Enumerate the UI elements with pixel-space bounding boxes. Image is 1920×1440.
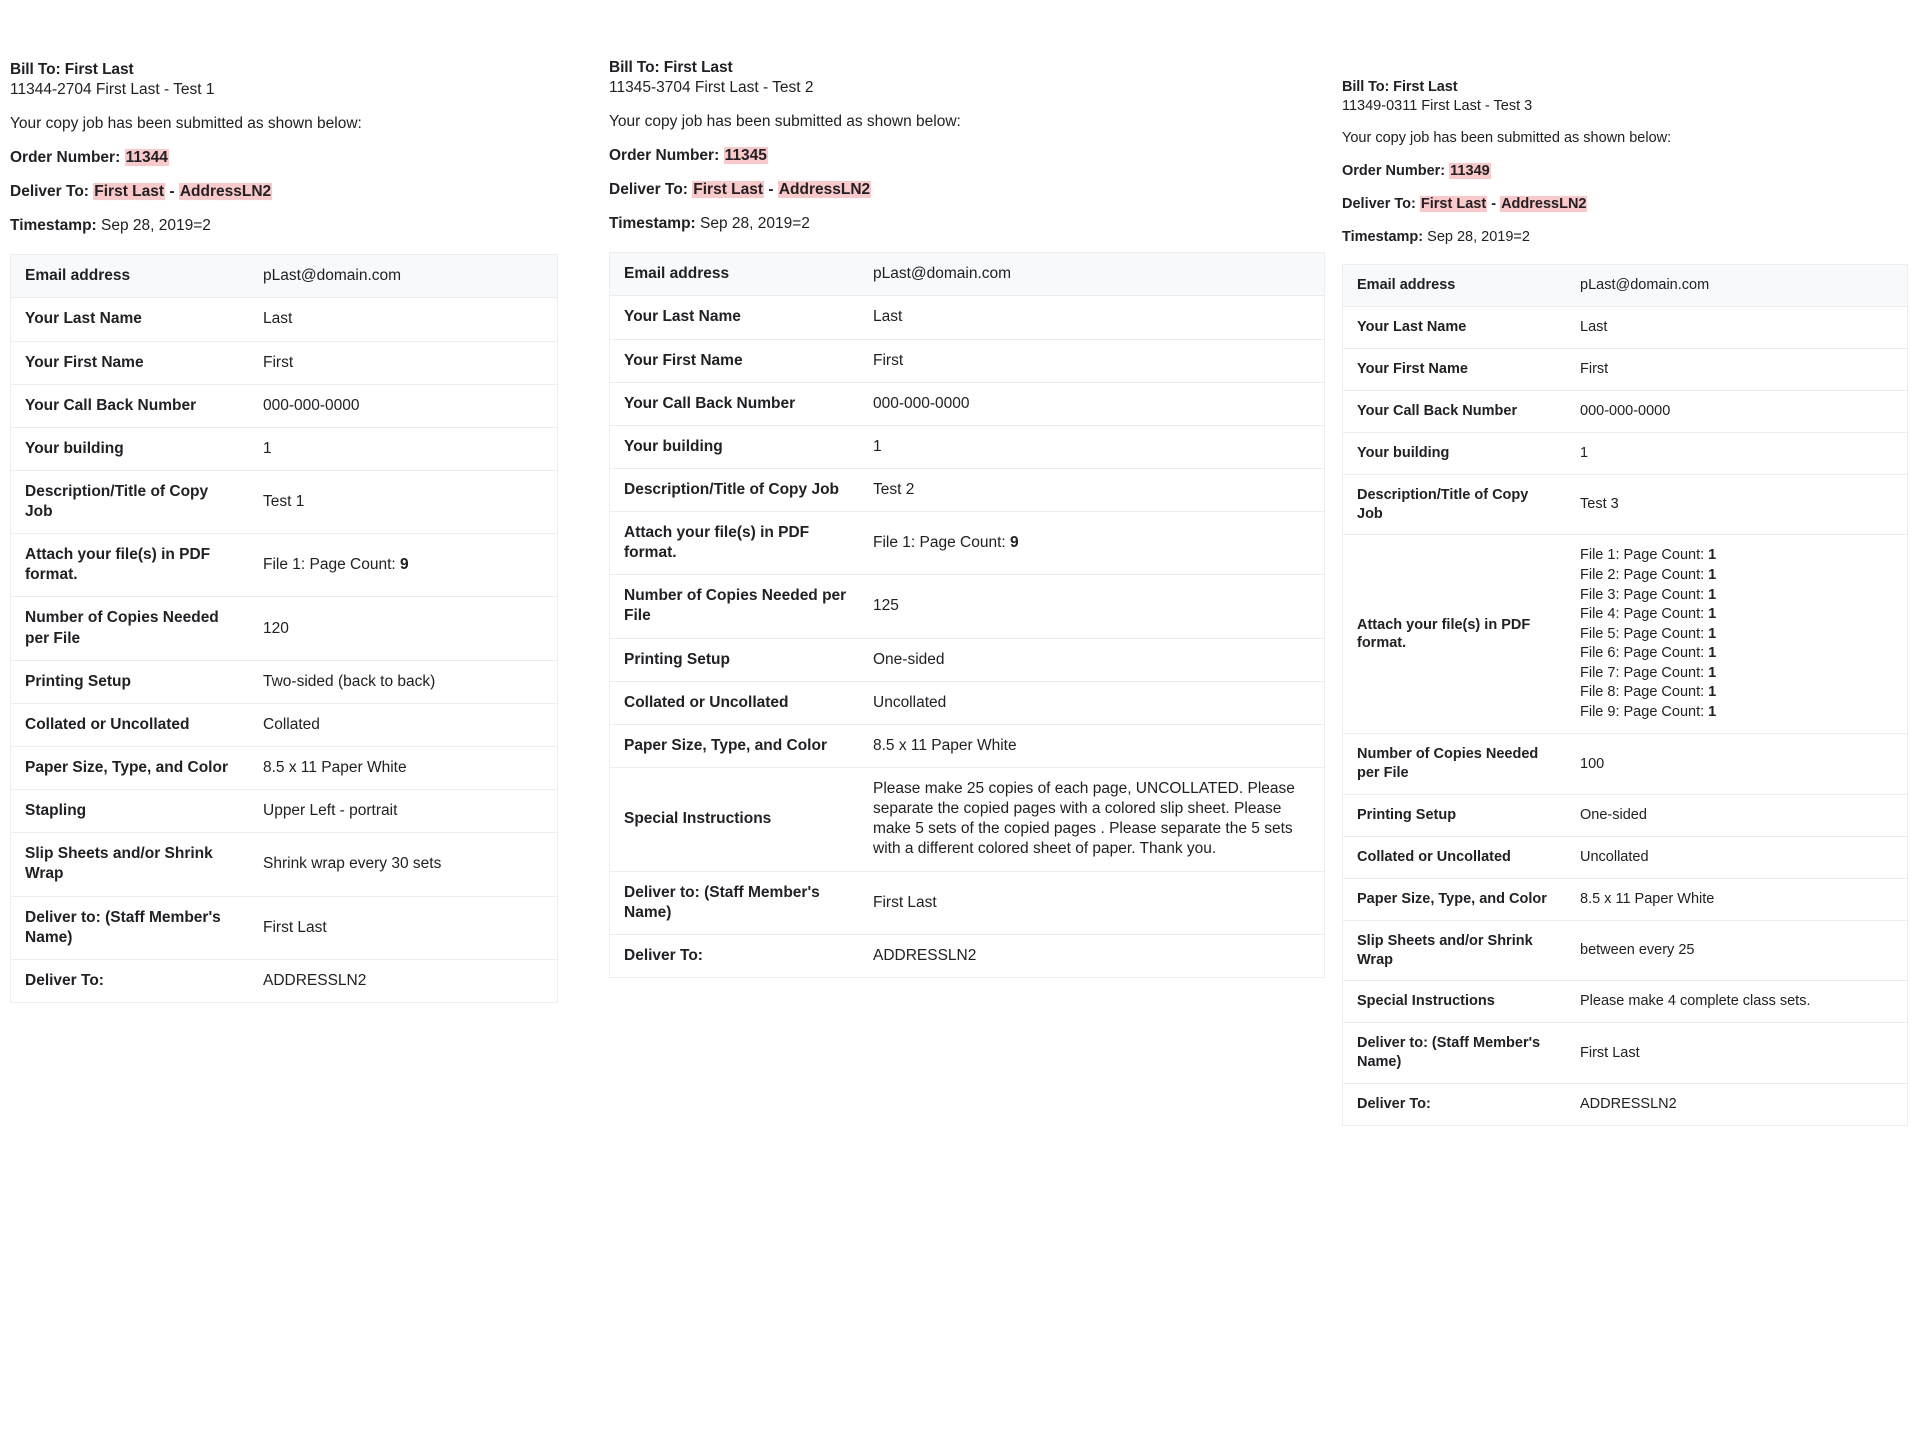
file-page-count: 9 <box>1010 534 1019 552</box>
row-label: Your Call Back Number <box>624 394 796 412</box>
row-label: Slip Sheets and/or Shrink Wrap <box>25 845 213 883</box>
table-row <box>610 768 1325 872</box>
table-row <box>11 790 558 833</box>
row-label: Number of Copies Needed per File <box>1357 746 1539 782</box>
file-page-count: 1 <box>1708 664 1717 681</box>
table-row <box>610 575 1325 638</box>
table-row <box>11 427 558 470</box>
deliver-to-name: First Last <box>693 180 764 198</box>
table-row <box>610 638 1325 681</box>
row-label: Deliver to: (Staff Member's Name) <box>25 908 221 946</box>
table-row <box>610 339 1325 382</box>
deliver-to-label: Deliver To: <box>1342 195 1416 212</box>
file-label: File 1: Page Count: <box>1580 547 1709 564</box>
table-row <box>1343 981 1908 1023</box>
file-label: File 8: Page Count: <box>1580 684 1709 701</box>
row-label: Your Call Back Number <box>25 396 197 414</box>
row-label: Email address <box>1357 277 1456 294</box>
row-value <box>1566 535 1908 734</box>
row-value: Test 3 <box>1580 496 1619 513</box>
file-label: File 4: Page Count: <box>1580 606 1709 623</box>
row-value <box>859 512 1325 575</box>
row-value: 125 <box>873 597 899 615</box>
timestamp-value: Sep 28, 2019=2 <box>700 215 810 233</box>
row-label: Your Call Back Number <box>1357 403 1518 419</box>
timestamp-value: Sep 28, 2019=2 <box>1427 228 1530 245</box>
table-row <box>610 681 1325 724</box>
row-label: Collated or Uncollated <box>25 715 190 733</box>
bill-to-heading: Bill To: First Last <box>609 59 733 76</box>
row-value: 8.5 x 11 Paper White <box>873 736 1017 754</box>
table-row <box>11 597 558 660</box>
row-value: Uncollated <box>873 693 947 711</box>
row-label: Special Instructions <box>1357 993 1495 1010</box>
row-label: Slip Sheets and/or Shrink Wrap <box>1357 932 1533 968</box>
intro-text: Your copy job has been submitted as shown below: <box>609 112 961 130</box>
file-page-count-list <box>1580 546 1895 722</box>
file-page-count-item <box>1580 566 1895 586</box>
file-label: File 1: Page Count: <box>873 534 1010 552</box>
table-row <box>610 724 1325 767</box>
row-label: Your building <box>25 439 124 457</box>
intro-text: Your copy job has been submitted as shown below: <box>10 114 362 132</box>
row-value: First Last <box>1580 1044 1640 1061</box>
row-label: Attach your file(s) in PDF format. <box>25 546 211 584</box>
deliver-to-separator: - <box>768 180 774 198</box>
order-number-label: Order Number: <box>1342 162 1446 179</box>
row-value: Test 1 <box>263 492 305 510</box>
row-label: Attach your file(s) in PDF format. <box>624 524 810 562</box>
table-row <box>11 534 558 597</box>
deliver-to-label: Deliver To: <box>10 182 89 200</box>
table-row <box>1343 1023 1908 1084</box>
table-row <box>11 660 558 703</box>
table-row <box>11 896 558 959</box>
file-label: File 3: Page Count: <box>1580 586 1709 603</box>
table-row <box>11 384 558 427</box>
row-value: First <box>1580 361 1609 378</box>
table-row <box>1343 474 1908 535</box>
deliver-to-separator: - <box>169 182 175 200</box>
row-label: Special Instructions <box>624 810 772 828</box>
file-page-count-item <box>1580 644 1895 664</box>
row-label: Attach your file(s) in PDF format. <box>1357 616 1531 652</box>
file-page-count: 1 <box>1708 625 1717 642</box>
row-value: 8.5 x 11 Paper White <box>1580 890 1715 907</box>
file-page-count-item <box>1580 683 1895 703</box>
row-value: One-sided <box>1580 807 1647 824</box>
row-value: First <box>873 351 904 369</box>
deliver-to-line <box>1342 195 1908 214</box>
row-value: Last <box>873 308 903 326</box>
row-value: Uncollated <box>1580 848 1649 865</box>
row-label: Deliver To: <box>624 946 703 964</box>
order-number-line <box>1342 162 1908 181</box>
row-label: Paper Size, Type, and Color <box>1357 890 1547 907</box>
file-page-count: 1 <box>1708 684 1717 701</box>
row-label: Deliver To: <box>1357 1095 1431 1112</box>
timestamp-line <box>1342 228 1908 247</box>
bill-to-heading: Bill To: First Last <box>10 61 134 78</box>
bill-to-heading: Bill To: First Last <box>1342 79 1458 95</box>
row-value: First <box>263 353 294 371</box>
order-subject-line: 11345-3704 First Last - Test 2 <box>609 78 814 96</box>
table-row <box>610 512 1325 575</box>
table-row <box>1343 432 1908 474</box>
row-value: Test 2 <box>873 480 915 498</box>
deliver-to-name: First Last <box>94 182 165 200</box>
order-number-value: 11349 <box>1450 162 1490 179</box>
copy-job-panel-3 <box>1342 78 1908 1126</box>
copy-job-panel-2 <box>609 58 1325 978</box>
row-value: 1 <box>263 439 272 457</box>
row-value: between every 25 <box>1580 942 1695 959</box>
table-row <box>1343 795 1908 837</box>
table-row <box>11 703 558 746</box>
deliver-to-line <box>609 180 1325 200</box>
timestamp-line <box>609 214 1325 234</box>
order-subject-line: 11344-2704 First Last - Test 1 <box>10 80 215 98</box>
file-page-count-item <box>1580 703 1895 723</box>
row-value: Collated <box>263 715 320 733</box>
row-value: Please make 25 copies of each page, UNCOLLATED. Please separate the copied pages with a colored slip sheet. Please make 5 sets of the copied pages . Please separate the 5 sets with a different colored sheet of paper. Thank you. <box>873 780 1295 858</box>
row-value: 000-000-0000 <box>873 394 970 412</box>
deliver-to-line <box>10 182 558 202</box>
row-value: Two-sided (back to back) <box>263 672 436 690</box>
table-row <box>1343 391 1908 433</box>
file-page-count: 1 <box>1708 703 1717 720</box>
order-number-line <box>10 148 558 168</box>
file-page-count-item <box>1580 546 1895 566</box>
table-row <box>610 871 1325 934</box>
file-page-count: 1 <box>1708 606 1717 623</box>
row-label: Paper Size, Type, and Color <box>624 736 827 754</box>
table-row <box>11 747 558 790</box>
row-label: Your First Name <box>624 351 743 369</box>
row-label: Printing Setup <box>1357 807 1457 824</box>
order-number-line <box>609 146 1325 166</box>
row-value: pLast@domain.com <box>873 265 1012 283</box>
row-value: One-sided <box>873 650 945 668</box>
row-label: Your building <box>624 437 723 455</box>
file-page-count-item <box>1580 605 1895 625</box>
row-value: First Last <box>873 893 937 911</box>
row-value: Shrink wrap every 30 sets <box>263 855 442 873</box>
table-row <box>11 833 558 896</box>
copy-job-panel-1 <box>10 60 558 1003</box>
row-value: Last <box>1580 319 1608 336</box>
file-label: File 2: Page Count: <box>1580 566 1709 583</box>
file-page-count: 1 <box>1708 547 1717 564</box>
table-row <box>1343 307 1908 349</box>
timestamp-label: Timestamp: <box>609 215 696 233</box>
table-row <box>610 253 1325 296</box>
table-row <box>1343 265 1908 307</box>
table-row <box>1343 349 1908 391</box>
row-label: Your Last Name <box>1357 319 1467 336</box>
table-row <box>1343 734 1908 795</box>
row-value: ADDRESSLN2 <box>873 946 977 964</box>
file-page-count: 1 <box>1708 586 1717 603</box>
file-page-count-item <box>1580 586 1895 606</box>
row-value: 000-000-0000 <box>1580 403 1671 419</box>
table-row <box>11 959 558 1002</box>
timestamp-line <box>10 216 558 236</box>
row-value <box>249 534 558 597</box>
row-value: ADDRESSLN2 <box>1580 1095 1677 1112</box>
job-details-table <box>1342 264 1908 1125</box>
row-value: 120 <box>263 619 289 637</box>
row-label: Your Last Name <box>25 310 142 328</box>
row-label: Your Last Name <box>624 308 741 326</box>
row-label: Your building <box>1357 444 1450 461</box>
deliver-to-address: AddressLN2 <box>179 182 272 200</box>
row-label: Your First Name <box>1357 361 1468 378</box>
deliver-to-label: Deliver To: <box>609 180 688 198</box>
row-value: pLast@domain.com <box>1580 277 1710 294</box>
row-value: 100 <box>1580 755 1605 772</box>
table-row <box>11 341 558 384</box>
deliver-to-separator: - <box>1491 195 1497 212</box>
timestamp-label: Timestamp: <box>1342 228 1424 245</box>
row-label: Email address <box>624 265 730 283</box>
order-number-value: 11345 <box>724 146 767 164</box>
row-value: 1 <box>1580 444 1589 461</box>
row-label: Deliver To: <box>25 971 104 989</box>
deliver-to-address: AddressLN2 <box>778 180 871 198</box>
row-label: Printing Setup <box>624 650 730 668</box>
row-label: Description/Title of Copy Job <box>25 482 209 521</box>
row-value: First Last <box>263 918 327 936</box>
row-label: Collated or Uncollated <box>624 693 789 711</box>
table-row <box>610 934 1325 977</box>
file-label: File 5: Page Count: <box>1580 625 1709 642</box>
row-label: Stapling <box>25 802 87 820</box>
row-value: 000-000-0000 <box>263 396 360 414</box>
row-label: Email address <box>25 267 131 285</box>
row-label: Your First Name <box>25 353 144 371</box>
row-value: 1 <box>873 437 882 455</box>
intro-text: Your copy job has been submitted as shown below: <box>1342 130 1672 147</box>
deliver-to-address: AddressLN2 <box>1501 195 1587 212</box>
deliver-to-name: First Last <box>1420 195 1487 212</box>
file-page-count: 1 <box>1708 645 1717 662</box>
row-value: Last <box>263 310 293 328</box>
row-label: Printing Setup <box>25 672 131 690</box>
order-number-label: Order Number: <box>609 146 720 164</box>
timestamp-value: Sep 28, 2019=2 <box>101 217 211 235</box>
table-row <box>610 425 1325 468</box>
table-row <box>1343 878 1908 920</box>
file-label: File 7: Page Count: <box>1580 664 1709 681</box>
file-page-count: 1 <box>1708 566 1717 583</box>
file-label: File 6: Page Count: <box>1580 645 1709 662</box>
job-details-table <box>609 252 1325 978</box>
row-value: ADDRESSLN2 <box>263 971 367 989</box>
table-row <box>610 382 1325 425</box>
row-value: Please make 4 complete class sets. <box>1580 993 1811 1010</box>
row-label: Description/Title of Copy Job <box>624 480 840 498</box>
row-label: Description/Title of Copy Job <box>1357 486 1529 522</box>
row-label: Number of Copies Needed per File <box>25 609 219 647</box>
row-value: Upper Left - portrait <box>263 802 398 820</box>
row-label: Paper Size, Type, and Color <box>25 759 228 777</box>
table-row <box>610 468 1325 511</box>
file-label: File 1: Page Count: <box>263 556 400 574</box>
file-label: File 9: Page Count: <box>1580 703 1709 720</box>
file-page-count-item <box>1580 664 1895 684</box>
row-label: Collated or Uncollated <box>1357 848 1511 865</box>
row-label: Deliver to: (Staff Member's Name) <box>1357 1035 1541 1071</box>
table-row <box>11 255 558 298</box>
order-number-value: 11344 <box>125 148 168 166</box>
order-subject-line: 11349-0311 First Last - Test 3 <box>1342 97 1533 114</box>
order-number-label: Order Number: <box>10 148 121 166</box>
table-row <box>1343 920 1908 981</box>
file-page-count-item <box>1580 625 1895 645</box>
table-row <box>11 298 558 341</box>
table-row <box>11 470 558 533</box>
row-value: pLast@domain.com <box>263 267 402 285</box>
file-page-count: 9 <box>400 556 409 574</box>
table-row <box>610 296 1325 339</box>
table-row <box>1343 1083 1908 1125</box>
table-row <box>1343 836 1908 878</box>
table-row <box>1343 535 1908 734</box>
row-label: Deliver to: (Staff Member's Name) <box>624 883 820 921</box>
row-value: 8.5 x 11 Paper White <box>263 759 407 777</box>
row-label: Number of Copies Needed per File <box>624 587 847 625</box>
timestamp-label: Timestamp: <box>10 217 97 235</box>
job-details-table <box>10 254 558 1003</box>
